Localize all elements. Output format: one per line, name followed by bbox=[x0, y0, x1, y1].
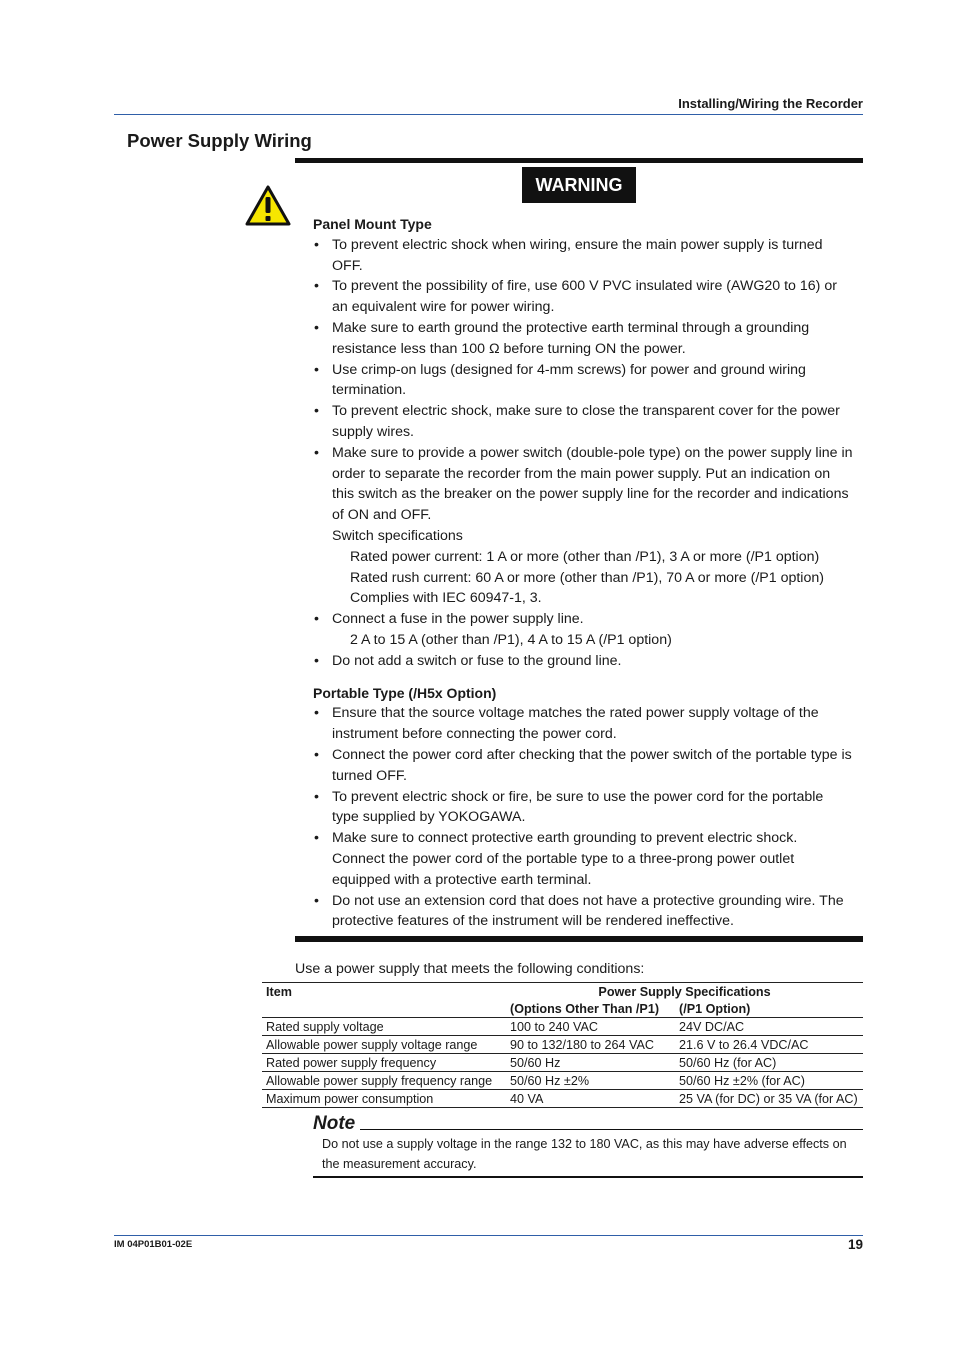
list-item: • Connect the power cord after checking that the power switch of the portable type is turned OFF. bbox=[313, 745, 853, 787]
list-item: • To prevent electric shock, make sure to close the transparent cover for the power supply wires. bbox=[313, 401, 853, 443]
table-cell: 50/60 Hz (for AC) bbox=[675, 1054, 863, 1072]
power-spec-table bbox=[262, 982, 863, 1108]
warning-top-bar bbox=[295, 158, 863, 163]
table-row bbox=[262, 1072, 863, 1090]
warning-content bbox=[313, 214, 853, 932]
running-header: Installing/Wiring the Recorder bbox=[678, 96, 863, 111]
table-cell: 90 to 132/180 to 264 VAC bbox=[506, 1036, 675, 1054]
switch-spec-label: Switch specifications bbox=[332, 527, 463, 544]
table-cell: Maximum power consumption bbox=[262, 1090, 506, 1108]
fuse-spec-line: 2 A to 15 A (other than /P1), 4 A to 15 A (/P1 option) bbox=[350, 631, 672, 648]
list-item bbox=[313, 609, 853, 651]
table-header-empty bbox=[262, 1000, 506, 1018]
note-rule bbox=[360, 1129, 863, 1130]
table-cell: Allowable power supply voltage range bbox=[262, 1036, 506, 1054]
fuse-text: • Connect a fuse in the power supply line. bbox=[332, 611, 584, 628]
list-item bbox=[313, 443, 853, 609]
list-item: • Ensure that the source voltage matches the rated power supply voltage of the instrument before connecting the power cord. bbox=[313, 703, 853, 745]
switch-spec-line: Rated power current: 1 A or more (other than /P1), 3 A or more (/P1 option) bbox=[350, 548, 820, 565]
table-row bbox=[262, 1018, 863, 1036]
warning-bottom-bar bbox=[295, 936, 863, 942]
switch-spec-line: Complies with IEC 60947-1, 3. bbox=[350, 590, 542, 607]
table-cell: Rated power supply frequency bbox=[262, 1054, 506, 1072]
footer-rule bbox=[114, 1235, 863, 1236]
table-cell: 40 VA bbox=[506, 1090, 675, 1108]
note-bottom-rule bbox=[313, 1176, 863, 1178]
list-item: • Do not use an extension cord that does not have a protective grounding wire. The protective features of the instrument will be rendered ineffective. bbox=[313, 891, 853, 933]
table-cell: Rated supply voltage bbox=[262, 1018, 506, 1036]
table-header-p1: (/P1 Option) bbox=[675, 1000, 863, 1018]
table-header-item: Item bbox=[262, 983, 506, 1001]
list-item: • Make sure to earth ground the protective earth terminal through a grounding resistance less than 100 Ω before turning ON the power. bbox=[313, 318, 853, 360]
table-intro: Use a power supply that meets the following conditions: bbox=[295, 961, 645, 977]
table-cell: 25 VA (for DC) or 35 VA (for AC) bbox=[675, 1090, 863, 1108]
list-item: • To prevent electric shock when wiring, ensure the main power supply is turned OFF. bbox=[313, 235, 853, 277]
panel-mount-heading: Panel Mount Type bbox=[313, 216, 432, 232]
warning-label: WARNING bbox=[522, 167, 636, 203]
header-rule bbox=[114, 114, 863, 115]
panel-mount-list bbox=[313, 235, 853, 672]
table-cell: 50/60 Hz ±2% (for AC) bbox=[675, 1072, 863, 1090]
table-header-standard: (Options Other Than /P1) bbox=[506, 1000, 675, 1018]
list-item: • To prevent electric shock or fire, be sure to use the power cord for the portable type supplied by YOKOGAWA. bbox=[313, 787, 853, 829]
table-cell: Allowable power supply frequency range bbox=[262, 1072, 506, 1090]
power-switch-text: • Make sure to provide a power switch (double-pole type) on the power supply line in order to separate the recorder from the main power supply. Put an indication on this switch as the breaker on the power supply line for the recorder and indications of ON and OFF. bbox=[332, 444, 853, 524]
table-cell: 50/60 Hz ±2% bbox=[506, 1072, 675, 1090]
page-number: 19 bbox=[847, 1237, 863, 1252]
section-title: Power Supply Wiring bbox=[127, 130, 312, 151]
table-cell: 100 to 240 VAC bbox=[506, 1018, 675, 1036]
table-header-group: Power Supply Specifications bbox=[506, 983, 863, 1001]
note-title: Note bbox=[313, 1113, 356, 1134]
list-item: • Use crimp-on lugs (designed for 4-mm screws) for power and ground wiring termination. bbox=[313, 360, 853, 402]
portable-type-list bbox=[313, 703, 853, 932]
warning-triangle-icon bbox=[245, 184, 291, 226]
note-text: Do not use a supply voltage in the range 132 to 180 VAC, as this may have adverse effects on the measurement accuracy. bbox=[322, 1137, 847, 1171]
list-item: • Make sure to connect protective earth grounding to prevent electric shock. Connect the power cord of the portable type to a three-prong power outlet equipped with a protective earth terminal. bbox=[313, 828, 853, 890]
table-row bbox=[262, 1054, 863, 1072]
table-cell: 24V DC/AC bbox=[675, 1018, 863, 1036]
list-item: • To prevent the possibility of fire, use 600 V PVC insulated wire (AWG20 to 16) or an equivalent wire for power wiring. bbox=[313, 276, 853, 318]
table-row bbox=[262, 1036, 863, 1054]
switch-spec-line: Rated rush current: 60 A or more (other than /P1), 70 A or more (/P1 option) bbox=[350, 569, 824, 586]
table-row bbox=[262, 1090, 863, 1108]
portable-type-heading: Portable Type (/H5x Option) bbox=[313, 684, 497, 701]
table-cell: 21.6 V to 26.4 VDC/AC bbox=[675, 1036, 863, 1054]
document-id: IM 04P01B01-02E bbox=[114, 1239, 193, 1250]
list-item: • Do not add a switch or fuse to the ground line. bbox=[313, 651, 853, 672]
table-cell: 50/60 Hz bbox=[506, 1054, 675, 1072]
